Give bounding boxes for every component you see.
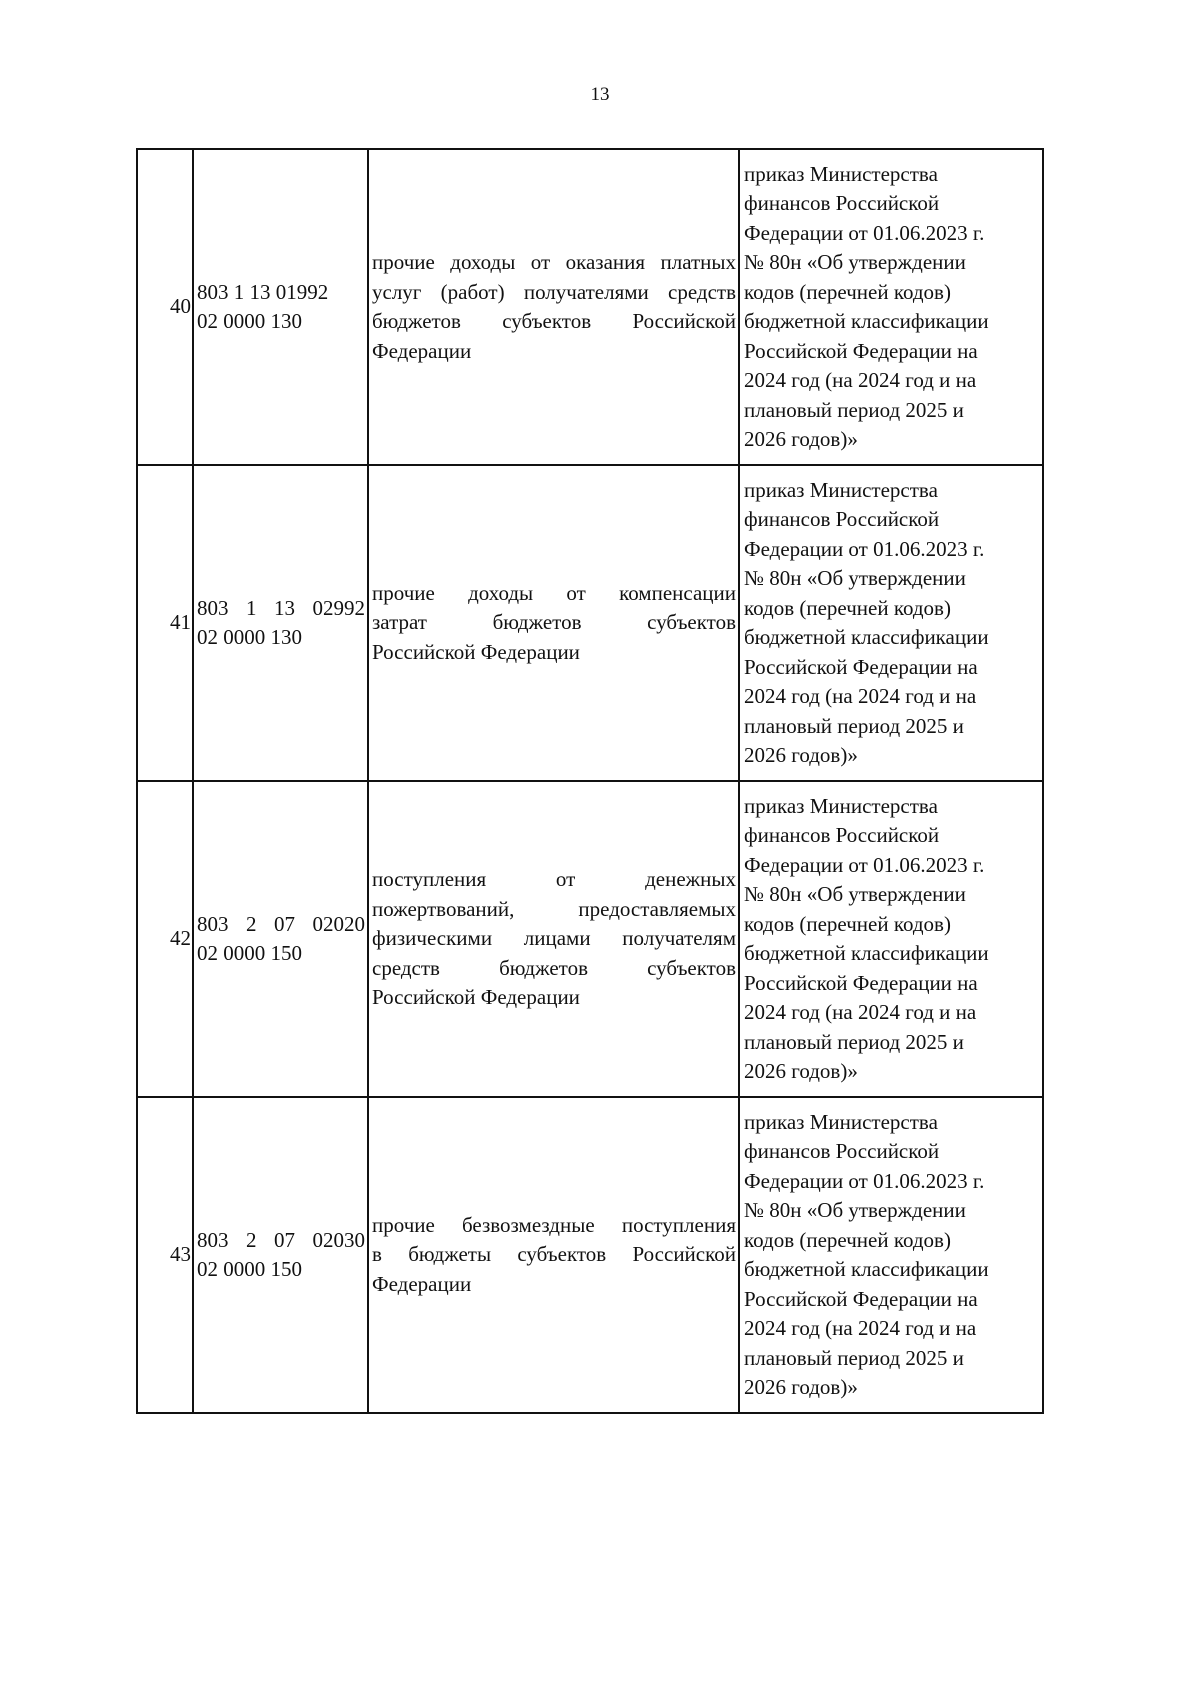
legal-basis-line: № 80н «Об утверждении xyxy=(744,882,966,906)
legal-basis-line: Российской Федерации на xyxy=(744,654,978,679)
legal-basis-line: плановый период 2025 и xyxy=(744,1345,964,1370)
budget-code-line: 803 1 13 01992 xyxy=(197,279,329,304)
legal-basis-line: Федерации от 01.06.2023 г. xyxy=(744,852,985,877)
legal-basis-line: финансов Российской xyxy=(744,1139,940,1163)
budget-code-line: 02 0000 130 xyxy=(197,309,302,333)
legal-basis-line: 2024 год (на 2024 год и на xyxy=(744,1316,977,1340)
table-body xyxy=(137,149,1043,1413)
legal-basis-line: приказ Министерства xyxy=(744,1109,938,1134)
legal-basis-cell xyxy=(739,149,1043,465)
legal-basis-line: финансов Российской xyxy=(744,507,940,531)
revenue-description-cell xyxy=(368,1097,739,1413)
legal-basis-line: приказ Министерства xyxy=(744,477,938,502)
revenue-description-line: в бюджеты субъектов Российской xyxy=(372,1242,736,1267)
legal-basis-line: 2026 годов)» xyxy=(744,1059,858,1083)
budget-code-cell xyxy=(193,1097,368,1413)
table-row xyxy=(137,1097,1043,1413)
legal-basis-line: 2024 год (на 2024 год и на xyxy=(744,368,977,392)
revenue-description-line: услуг (работ) получателями средств xyxy=(372,279,736,304)
page-number: 13 xyxy=(590,84,610,105)
legal-basis-cell xyxy=(739,781,1043,1097)
legal-basis-line: кодов (перечней кодов) xyxy=(744,1227,951,1252)
revenue-description-cell xyxy=(368,781,739,1097)
legal-basis-cell xyxy=(739,465,1043,781)
legal-basis-line: бюджетной классификации xyxy=(744,309,989,333)
revenue-description-line: прочие доходы от оказания платных xyxy=(372,250,736,274)
legal-basis-line: кодов (перечней кодов) xyxy=(744,279,951,304)
revenue-description-line: прочие безвозмездные поступления xyxy=(372,1212,736,1237)
revenue-description-cell xyxy=(368,149,739,465)
revenue-description-line: физическими лицами получателям xyxy=(372,926,736,951)
budget-code-cell xyxy=(193,465,368,781)
legal-basis-line: кодов (перечней кодов) xyxy=(744,595,951,620)
budget-codes-table xyxy=(136,148,1044,1414)
row-number: 40 xyxy=(137,149,193,465)
legal-basis-line: плановый период 2025 и xyxy=(744,397,964,422)
budget-code-cell xyxy=(193,781,368,1097)
legal-basis-line: № 80н «Об утверждении xyxy=(744,566,966,590)
legal-basis-line: Российской Федерации на xyxy=(744,338,978,363)
revenue-description-line: бюджетов субъектов Российской xyxy=(372,309,736,333)
revenue-description-cell xyxy=(368,465,739,781)
legal-basis-line: 2024 год (на 2024 год и на xyxy=(744,684,977,708)
row-number: 41 xyxy=(137,465,193,781)
table-row xyxy=(137,465,1043,781)
legal-basis-line: приказ Министерства xyxy=(744,793,938,818)
budget-code-line: 02 0000 150 xyxy=(197,941,302,965)
legal-basis-line: Федерации от 01.06.2023 г. xyxy=(744,220,985,245)
revenue-description-line: Федерации xyxy=(372,1271,472,1296)
revenue-description-line: Российской Федерации xyxy=(372,639,580,664)
budget-code-line: 803 1 13 02992 xyxy=(197,595,365,620)
legal-basis-line: Российской Федерации на xyxy=(744,1286,978,1311)
budget-code-line: 02 0000 130 xyxy=(197,625,302,649)
legal-basis-line: 2026 годов)» xyxy=(744,427,858,451)
legal-basis-line: № 80н «Об утверждении xyxy=(744,1198,966,1222)
legal-basis-line: бюджетной классификации xyxy=(744,625,989,649)
legal-basis-line: бюджетной классификации xyxy=(744,1257,989,1281)
legal-basis-line: бюджетной классификации xyxy=(744,941,989,965)
legal-basis-line: № 80н «Об утверждении xyxy=(744,250,966,274)
legal-basis-line: 2026 годов)» xyxy=(744,743,858,767)
row-number: 42 xyxy=(137,781,193,1097)
legal-basis-line: приказ Министерства xyxy=(744,161,938,186)
legal-basis-line: плановый период 2025 и xyxy=(744,713,964,738)
revenue-description-line: поступления от денежных xyxy=(372,867,736,892)
revenue-description-line: средств бюджетов субъектов xyxy=(372,955,736,980)
revenue-description-line: Российской Федерации xyxy=(372,985,580,1010)
revenue-description-line: затрат бюджетов субъектов xyxy=(372,610,736,635)
revenue-description-line: пожертвований, предоставляемых xyxy=(372,896,736,921)
legal-basis-line: плановый период 2025 и xyxy=(744,1029,964,1054)
budget-code-cell xyxy=(193,149,368,465)
legal-basis-line: Федерации от 01.06.2023 г. xyxy=(744,1168,985,1193)
legal-basis-line: 2024 год (на 2024 год и на xyxy=(744,1000,977,1024)
table-row xyxy=(137,149,1043,465)
revenue-description-line: прочие доходы от компенсации xyxy=(372,580,736,605)
legal-basis-line: финансов Российской xyxy=(744,823,940,847)
legal-basis-line: Российской Федерации на xyxy=(744,970,978,995)
legal-basis-line: финансов Российской xyxy=(744,191,940,215)
legal-basis-line: кодов (перечней кодов) xyxy=(744,911,951,936)
revenue-description-line: Федерации xyxy=(372,338,472,363)
table-row xyxy=(137,781,1043,1097)
row-number: 43 xyxy=(137,1097,193,1413)
legal-basis-line: 2026 годов)» xyxy=(744,1375,858,1399)
legal-basis-line: Федерации от 01.06.2023 г. xyxy=(744,536,985,561)
budget-code-line: 02 0000 150 xyxy=(197,1257,302,1281)
budget-code-line: 803 2 07 02020 xyxy=(197,911,365,936)
budget-code-line: 803 2 07 02030 xyxy=(197,1227,365,1252)
legal-basis-cell xyxy=(739,1097,1043,1413)
